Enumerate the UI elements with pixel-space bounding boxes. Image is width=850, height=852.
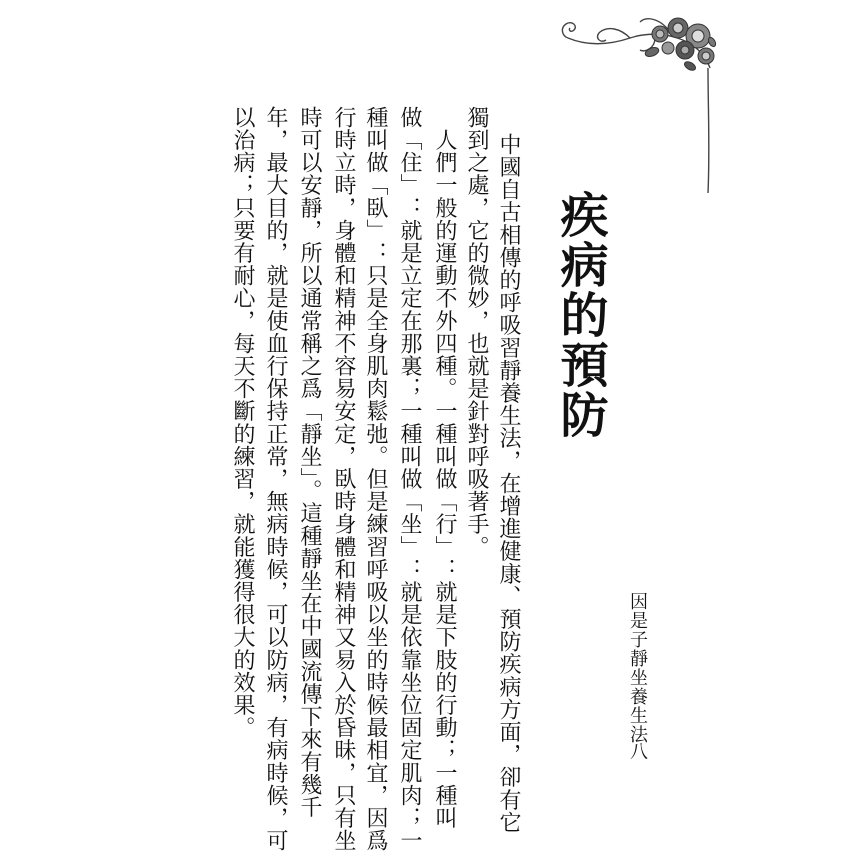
paragraph-line: 年，最大目的，就是使血行保持正常，無病時候，可以防病，有病時候，可: [263, 106, 288, 852]
floral-vine-ornament: [560, 8, 720, 198]
paragraph-line: 人們一般的運動不外四種。一種叫做「行」：就是下肢的行動；一種叫: [432, 106, 457, 830]
paragraph-line: 行時立時，身體和精神不容易安定，臥時身體和精神又易入於昏昧，只有坐: [331, 106, 356, 852]
paragraph-line: 時可以安靜，所以通常稱之爲「靜坐」。這種靜坐在中國流傳下來有幾千: [297, 106, 322, 819]
paragraph-line: 以治病；只要有耐心，每天不斷的練習，就能獲得很大的效果。: [230, 106, 255, 739]
page-title: 疾病的預防: [552, 190, 608, 440]
paragraph-line: 做「住」：就是立定在那裏；一種叫做「坐」：就是依靠坐位固定肌肉；一: [397, 106, 422, 852]
page-number: 八: [627, 742, 648, 761]
paragraph-line: 獨到之處，它的微妙，也就是針對呼吸著手。: [464, 106, 489, 558]
running-footer-book-title: 因是子靜坐養生法: [627, 592, 648, 744]
paragraph-line: 中國自古相傳的呼吸習靜養生法，在增進健康、預防疾病方面，卻有它: [496, 133, 521, 834]
paragraph-line: 種叫做「臥」：只是全身肌肉鬆弛。但是練習呼吸以坐的時候最相宜，因爲: [363, 106, 388, 852]
